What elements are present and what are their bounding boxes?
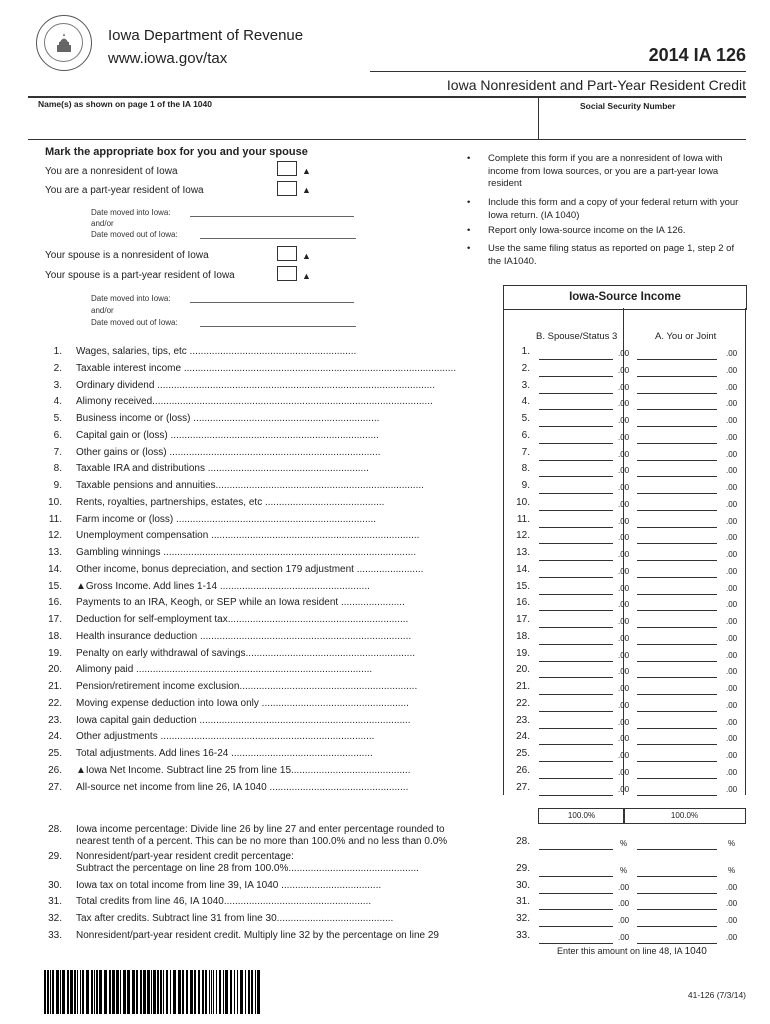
line-number-b: 6. (521, 430, 530, 441)
cents-label: .00 (618, 517, 630, 526)
you-date-in-field[interactable] (190, 216, 354, 217)
cents-label: .00 (726, 399, 738, 408)
agency-name: Iowa Department of Revenue (108, 27, 304, 44)
you-amount-field[interactable] (637, 694, 717, 695)
line-description: Rents, royalties, partnerships, estates, etc ........................................... (76, 497, 385, 508)
line-number-b: 22. (516, 698, 530, 709)
line-number: 31. (48, 896, 62, 907)
cents-label: .00 (726, 366, 738, 375)
pct-box-b: 100.0% (538, 808, 625, 824)
you-amount-field[interactable] (637, 876, 717, 877)
line-number-b: 19. (516, 648, 530, 659)
cents-label: .00 (618, 684, 630, 693)
line-number: 20. (48, 664, 62, 675)
line-30-text: Iowa tax on total income from line 39, IA 1040 .................................... (76, 880, 382, 891)
line-number-b: 23. (516, 715, 530, 726)
line-number: 21. (48, 681, 62, 692)
cents-label: .00 (726, 550, 738, 559)
you-amount-field[interactable] (637, 849, 717, 850)
arrow-up-icon: ▲ (302, 271, 311, 281)
you-amount-field[interactable] (637, 493, 717, 494)
you-amount-field[interactable] (637, 627, 717, 628)
line-number-b: 8. (521, 463, 530, 474)
cents-label: .00 (618, 734, 630, 743)
line-number-b: 21. (516, 681, 530, 692)
line-number: 10. (48, 497, 62, 508)
you-amount-field[interactable] (637, 610, 717, 611)
cents-label: .00 (726, 349, 738, 358)
cents-label: .00 (726, 734, 738, 743)
line-number: 33. (48, 930, 62, 941)
you-amount-field[interactable] (637, 376, 717, 377)
line-description: Total adjustments. Add lines 16-24 ................................................... (76, 748, 373, 759)
cents-label: .00 (726, 916, 738, 925)
you-amount-field[interactable] (637, 560, 717, 561)
cents-label: .00 (726, 600, 738, 609)
cents-label: .00 (618, 349, 630, 358)
line-number: 29. (48, 851, 62, 862)
you-amount-field[interactable] (637, 510, 717, 511)
arrow-up-icon: ▲ (302, 185, 311, 195)
spouse-amount-field[interactable] (539, 610, 613, 611)
line-description: Other gains or (loss) ............................................................................ (76, 447, 381, 458)
you-amount-field[interactable] (637, 393, 717, 394)
line-number: 4. (53, 396, 62, 407)
line-number-b: 2. (521, 363, 530, 374)
you-date-out-label: Date moved out of Iowa: (91, 230, 178, 239)
cents-label: .00 (726, 433, 738, 442)
line-number-b: 29. (516, 863, 530, 874)
form-id: 2014 IA 126 (648, 45, 746, 65)
iowa-source-income-header: Iowa-Source Income (503, 285, 747, 310)
percent-label: % (620, 866, 628, 875)
barcode-image (44, 970, 262, 1014)
you-amount-field[interactable] (637, 744, 717, 745)
spouse-partyear-label: Your spouse is a part-year resident of Iowa (45, 270, 235, 281)
line-33-text: Nonresident/part-year resident credit. Multiply line 32 by the percentage on line 29 (76, 930, 439, 941)
line-number: 13. (48, 547, 62, 558)
cents-label: .00 (726, 500, 738, 509)
line-number: 18. (48, 631, 62, 642)
cents-label: .00 (618, 533, 630, 542)
line-number-b: 25. (516, 748, 530, 759)
line-description: Other income, bonus depreciation, and section 179 adjustment ........................ (76, 564, 424, 575)
cents-label: .00 (618, 751, 630, 760)
cents-label: .00 (618, 383, 630, 392)
line-description: Alimony received..................................................................................................... (76, 396, 433, 407)
line-number: 23. (48, 715, 62, 726)
line-number-b: 20. (516, 664, 530, 675)
spouse-amount-field[interactable] (539, 711, 613, 712)
you-nonresident-label: You are a nonresident of Iowa (45, 166, 178, 177)
line-number-b: 7. (521, 447, 530, 458)
line-number-b: 32. (516, 913, 530, 924)
spouse-date-out-label: Date moved out of Iowa: (91, 318, 178, 327)
spouse-nonresident-checkbox[interactable] (277, 246, 297, 261)
line-description: Iowa capital gain deduction ............................................................................ (76, 715, 411, 726)
line-number: 9. (53, 480, 62, 491)
line-description: Penalty on early withdrawal of savings............................................................. (76, 648, 416, 659)
spouse-amount-field[interactable] (539, 761, 613, 762)
line-number: 5. (53, 413, 62, 424)
line-number: 1. (53, 346, 62, 357)
line-description: Gambling winnings ........................................................................................... (76, 547, 417, 558)
andor-label: and/or (91, 219, 114, 228)
line-description: ▲Iowa Net Income. Subtract line 25 from line 15........................................... (76, 765, 411, 776)
you-amount-field[interactable] (637, 728, 717, 729)
line-number: 27. (48, 782, 62, 793)
line-number: 6. (53, 430, 62, 441)
spouse-amount-field[interactable] (539, 661, 613, 662)
spouse-amount-field[interactable] (539, 644, 613, 645)
you-amount-field[interactable] (637, 795, 717, 796)
you-amount-field[interactable] (637, 409, 717, 410)
line-description: Deduction for self-employment tax................................................................. (76, 614, 409, 625)
line-number: 8. (53, 463, 62, 474)
cents-label: .00 (726, 651, 738, 660)
spouse-amount-field[interactable] (539, 577, 613, 578)
spouse-amount-field[interactable] (539, 476, 613, 477)
line-28-text-a: Iowa income percentage: Divide line 26 by line 27 and enter percentage rounded to (76, 824, 445, 835)
spouse-date-out-field[interactable] (200, 326, 356, 327)
form-title: Iowa Nonresident and Part-Year Resident Credit (446, 77, 746, 93)
line-number: 11. (48, 514, 62, 525)
spouse-amount-field[interactable] (539, 393, 613, 394)
cents-label: .00 (618, 634, 630, 643)
cents-label: .00 (618, 500, 630, 509)
cents-label: .00 (726, 533, 738, 542)
line-description: Other adjustments ............................................................................. (76, 731, 375, 742)
you-amount-field[interactable] (637, 677, 717, 678)
line-number-b: 14. (516, 564, 530, 575)
line-description: Payments to an IRA, Keogh, or SEP while an Iowa resident ....................... (76, 597, 405, 608)
line-number-b: 24. (516, 731, 530, 742)
instruction-item: • Use the same filing status as reported on page 1, step 2 of the IA1040. (467, 243, 735, 267)
cents-label: .00 (618, 450, 630, 459)
line-number: 28. (48, 824, 62, 835)
header-rule (370, 71, 746, 72)
spouse-amount-field[interactable] (539, 744, 613, 745)
spouse-amount-field[interactable] (539, 543, 613, 544)
spouse-date-in-label: Date moved into Iowa: (91, 294, 171, 303)
ssn-field-label: Social Security Number (580, 101, 676, 111)
line-number-b: 18. (516, 631, 530, 642)
cents-label: .00 (726, 718, 738, 727)
spouse-amount-field[interactable] (539, 943, 613, 944)
line-number: 22. (48, 698, 62, 709)
column-border-right (745, 308, 746, 795)
line-description: Farm income or (loss) ........................................................................ (76, 514, 377, 525)
line-description: Ordinary dividend .................................................................................................... (76, 380, 435, 391)
ssn-divider (538, 97, 539, 139)
cents-label: .00 (618, 883, 630, 892)
cents-label: .00 (726, 466, 738, 475)
ssn-input[interactable] (542, 114, 746, 138)
cents-label: .00 (618, 567, 630, 576)
column-a-header: A. You or Joint (655, 331, 717, 342)
line-number: 12. (48, 530, 62, 541)
you-amount-field[interactable] (637, 476, 717, 477)
cents-label: .00 (726, 667, 738, 676)
line-description: Unemployment compensation ........................................................................... (76, 530, 420, 541)
line-number: 26. (48, 765, 62, 776)
percent-label: % (728, 839, 736, 848)
line-number-b: 10. (516, 497, 530, 508)
line-description: Taxable IRA and distributions .......................................................... (76, 463, 369, 474)
line-number-b: 13. (516, 547, 530, 558)
you-amount-field[interactable] (637, 893, 717, 894)
spouse-amount-field[interactable] (539, 510, 613, 511)
line-number: 30. (48, 880, 62, 891)
line-number-b: 5. (521, 413, 530, 424)
line-number-b: 33. (516, 930, 530, 941)
you-amount-field[interactable] (637, 543, 717, 544)
line-number-b: 1. (521, 346, 530, 357)
percent-label: % (728, 866, 736, 875)
line-number-b: 3. (521, 380, 530, 391)
line-number-b: 16. (516, 597, 530, 608)
cents-label: .00 (726, 450, 738, 459)
you-amount-field[interactable] (637, 594, 717, 595)
you-amount-field[interactable] (637, 926, 717, 927)
line-number: 14. (48, 564, 62, 575)
spouse-amount-field[interactable] (539, 527, 613, 528)
you-amount-field[interactable] (637, 644, 717, 645)
line-number: 7. (53, 447, 62, 458)
instruction-item: • Report only Iowa-source income on the IA 126. (467, 225, 686, 236)
line-description: Alimony paid ..................................................................................... (76, 664, 373, 675)
cents-label: .00 (726, 567, 738, 576)
line-number-b: 4. (521, 396, 530, 407)
cents-label: .00 (726, 751, 738, 760)
cents-label: .00 (726, 701, 738, 710)
instruction-item: • Complete this form if you are a nonresident of Iowa with income from Iowa sources, or you are a part-year Iowa resident (467, 153, 723, 189)
line-description: Wages, salaries, tips, etc ............................................................ (76, 346, 357, 357)
cents-label: .00 (726, 517, 738, 526)
arrow-up-icon: ▲ (302, 251, 311, 261)
line-number-b: 28. (516, 836, 530, 847)
line-number: 16. (48, 597, 62, 608)
spouse-amount-field[interactable] (539, 594, 613, 595)
you-amount-field[interactable] (637, 711, 717, 712)
spouse-amount-field[interactable] (539, 677, 613, 678)
line-29-text-b: Subtract the percentage on line 28 from 100.0%............................................... (76, 863, 419, 874)
spouse-amount-field[interactable] (539, 409, 613, 410)
cents-label: .00 (618, 600, 630, 609)
column-b-header: B. Spouse/Status 3 (536, 331, 618, 342)
andor-label: and/or (91, 306, 114, 315)
spouse-amount-field[interactable] (539, 778, 613, 779)
cents-label: .00 (618, 933, 630, 942)
you-amount-field[interactable] (637, 761, 717, 762)
spouse-amount-field[interactable] (539, 426, 613, 427)
cents-label: .00 (726, 768, 738, 777)
spouse-amount-field[interactable] (539, 694, 613, 695)
line-number: 24. (48, 731, 62, 742)
line-description: ▲Gross Income. Add lines 1-14 ...................................................... (76, 581, 370, 592)
form-revision-code: 41-126 (7/3/14) (687, 990, 746, 1000)
you-amount-field[interactable] (637, 943, 717, 944)
line-description: All-source net income from line 26, IA 1040 .................................................. (76, 782, 409, 793)
spouse-amount-field[interactable] (539, 460, 613, 461)
spouse-amount-field[interactable] (539, 909, 613, 910)
line-description: Taxable pensions and annuities........................................................................... (76, 480, 424, 491)
line-number-b: 27. (516, 782, 530, 793)
cents-label: .00 (618, 584, 630, 593)
line-description: Business income or (loss) ................................................................... (76, 413, 380, 424)
spouse-amount-field[interactable] (539, 795, 613, 796)
line-description: Taxable interest income .................................................................................................. (76, 363, 457, 374)
you-amount-field[interactable] (637, 443, 717, 444)
line-description: Health insurance deduction ............................................................................ (76, 631, 412, 642)
cents-label: .00 (618, 466, 630, 475)
you-amount-field[interactable] (637, 359, 717, 360)
cents-label: .00 (726, 617, 738, 626)
you-date-out-field[interactable] (200, 238, 356, 239)
you-partyear-label: You are a part-year resident of Iowa (45, 185, 204, 196)
name-ssn-bottom-rule (28, 139, 746, 140)
you-amount-field[interactable] (637, 460, 717, 461)
cents-label: .00 (618, 416, 630, 425)
residency-heading: Mark the appropriate box for you and your spouse (45, 146, 308, 158)
line-number-b: 11. (516, 514, 530, 525)
cents-label: .00 (726, 634, 738, 643)
line-number-b: 12. (516, 530, 530, 541)
line-number-b: 17. (516, 614, 530, 625)
spouse-amount-field[interactable] (539, 493, 613, 494)
line-28-text-b: nearest tenth of a percent. This can be no more than 100.0% and no less than 0.0% (76, 836, 448, 847)
cents-label: .00 (618, 366, 630, 375)
you-partyear-checkbox[interactable] (277, 181, 297, 196)
line-number: 32. (48, 913, 62, 924)
line-number-b: 9. (521, 480, 530, 491)
you-amount-field[interactable] (637, 909, 717, 910)
arrow-up-icon: ▲ (302, 166, 311, 176)
line-number-b: 15. (516, 581, 530, 592)
line-number-b: 30. (516, 880, 530, 891)
cents-label: .00 (726, 416, 738, 425)
cents-label: .00 (618, 617, 630, 626)
cents-label: .00 (726, 483, 738, 492)
spouse-amount-field[interactable] (539, 893, 613, 894)
line-number-b: 26. (516, 765, 530, 776)
enter-amount-note: Enter this amount on line 48, IA 1040 (557, 946, 707, 957)
cents-label: .00 (618, 433, 630, 442)
cents-label: .00 (726, 933, 738, 942)
line-description: Moving expense deduction into Iowa only ..................................................... (76, 698, 409, 709)
spouse-amount-field[interactable] (539, 849, 613, 850)
cents-label: .00 (726, 883, 738, 892)
line-description: Capital gain or (loss) ........................................................................... (76, 430, 379, 441)
line-29-text-a: Nonresident/part-year resident credit percentage: (76, 851, 294, 862)
you-amount-field[interactable] (637, 661, 717, 662)
line-number: 3. (53, 380, 62, 391)
cents-label: .00 (618, 899, 630, 908)
cents-label: .00 (618, 651, 630, 660)
cents-label: .00 (726, 684, 738, 693)
line-description: Pension/retirement income exclusion................................................................ (76, 681, 418, 692)
you-amount-field[interactable] (637, 527, 717, 528)
cents-label: .00 (618, 718, 630, 727)
cents-label: .00 (726, 383, 738, 392)
name-field-label: Name(s) as shown on page 1 of the IA 1040 (38, 99, 212, 109)
spouse-date-in-field[interactable] (190, 302, 354, 303)
you-nonresident-checkbox[interactable] (277, 161, 297, 176)
spouse-amount-field[interactable] (539, 728, 613, 729)
spouse-amount-field[interactable] (539, 560, 613, 561)
cents-label: .00 (618, 916, 630, 925)
line-number: 19. (48, 648, 62, 659)
pct-box-a: 100.0% (623, 808, 746, 824)
cents-label: .00 (618, 701, 630, 710)
instruction-item: • Include this form and a copy of your federal return with your Iowa return. (IA 1040) (467, 197, 739, 221)
spouse-amount-field[interactable] (539, 359, 613, 360)
spouse-amount-field[interactable] (539, 376, 613, 377)
spouse-amount-field[interactable] (539, 627, 613, 628)
line-31-text: Total credits from line 46, IA 1040..................................................... (76, 896, 372, 907)
cents-label: .00 (726, 899, 738, 908)
percent-label: % (620, 839, 628, 848)
spouse-nonresident-label: Your spouse is a nonresident of Iowa (45, 250, 209, 261)
cents-label: .00 (618, 768, 630, 777)
spouse-partyear-checkbox[interactable] (277, 266, 297, 281)
spouse-amount-field[interactable] (539, 926, 613, 927)
header-divider (28, 96, 746, 98)
cents-label: .00 (618, 483, 630, 492)
you-amount-field[interactable] (637, 426, 717, 427)
line-number-b: 31. (516, 896, 530, 907)
you-date-in-label: Date moved into Iowa: (91, 208, 171, 217)
line-number: 17. (48, 614, 62, 625)
cents-label: .00 (618, 550, 630, 559)
cents-label: .00 (618, 785, 630, 794)
state-seal-icon (36, 15, 92, 71)
spouse-amount-field[interactable] (539, 443, 613, 444)
line-number: 15. (48, 581, 62, 592)
line-number: 25. (48, 748, 62, 759)
cents-label: .00 (726, 785, 738, 794)
cents-label: .00 (726, 584, 738, 593)
agency-website[interactable]: www.iowa.gov/tax (108, 50, 228, 67)
cents-label: .00 (618, 399, 630, 408)
you-amount-field[interactable] (637, 778, 717, 779)
you-amount-field[interactable] (637, 577, 717, 578)
spouse-amount-field[interactable] (539, 876, 613, 877)
line-32-text: Tax after credits. Subtract line 31 from line 30.......................................... (76, 913, 394, 924)
cents-label: .00 (618, 667, 630, 676)
name-input[interactable] (36, 110, 534, 138)
line-number: 2. (53, 363, 62, 374)
